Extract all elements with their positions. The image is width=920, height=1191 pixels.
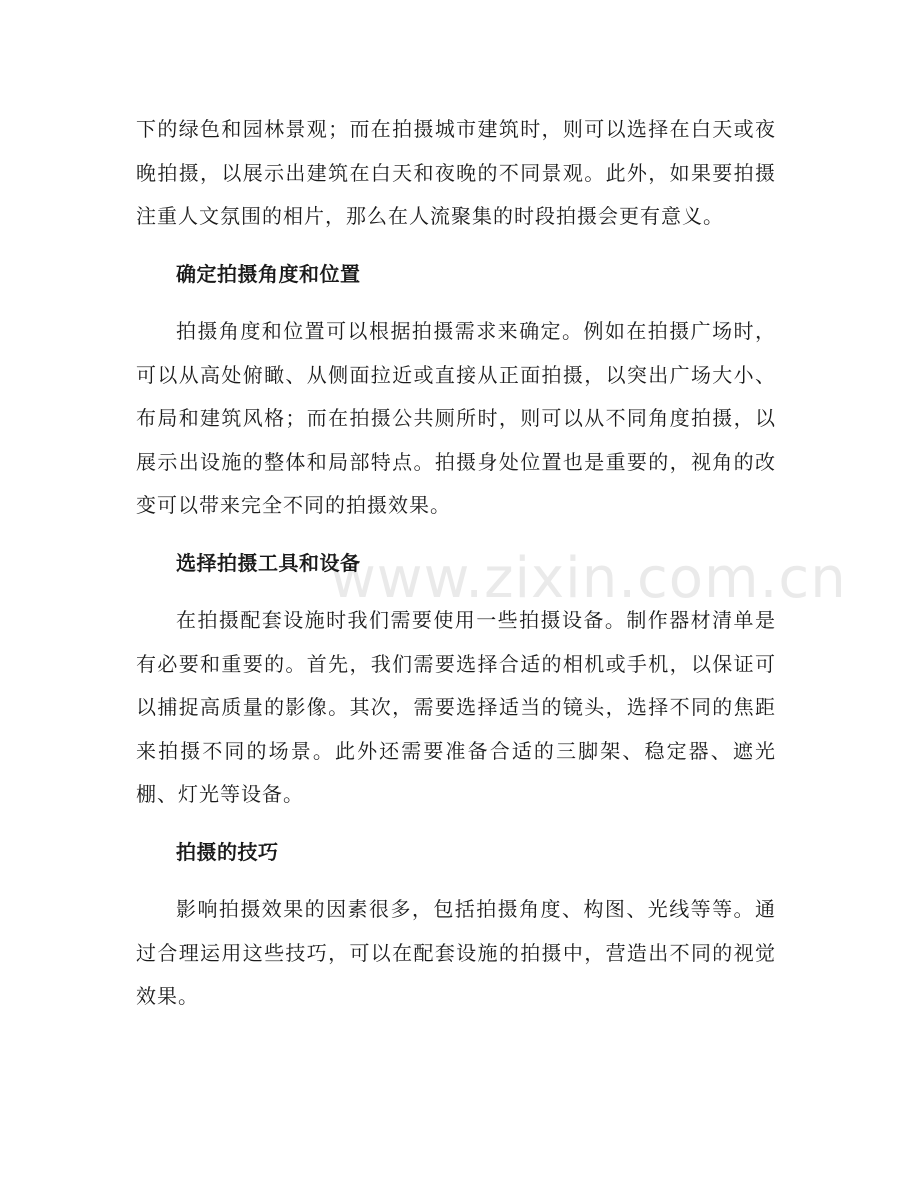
section-gap [136, 296, 776, 310]
section-gap [136, 239, 776, 253]
section-heading-techniques: 拍摄的技巧 [176, 839, 279, 864]
document-body [136, 108, 776, 1019]
watermark-text: www.zixin.com.cn [330, 546, 847, 611]
section-gap [136, 528, 776, 542]
section-gap [136, 874, 776, 888]
section-gap [136, 817, 776, 831]
section-heading-equipment: 选择拍摄工具和设备 [176, 550, 361, 575]
section-body-angle: 拍摄角度和位置可以根据拍摄需求来确定。例如在拍摄广场时，可以从高处俯瞰、从侧面拉近或直接从正面拍摄，以突出广场大小、布局和建筑风格；而在拍摄公共厕所时，则可以从不同角度拍摄，以展示出设施的整体和局部特点。拍摄身处位置也是重要的，视角的改变可以带来完全不同的拍摄效果。 [136, 319, 776, 517]
section-body-equipment: 在拍摄配套设施时我们需要使用一些拍摄设备。制作器材清单是有必要和重要的。首先，我们需要选择合适的相机或手机，以保证可以捕捉高质量的影像。其次，需要选择适当的镜头，选择不同的焦距来拍摄不同的场景。此外还需要准备合适的三脚架、稳定器、遮光棚、灯光等设备。 [136, 608, 776, 806]
intro-paragraph: 下的绿色和园林景观；而在拍摄城市建筑时，则可以选择在白天或夜晚拍摄，以展示出建筑在白天和夜晚的不同景观。此外，如果要拍摄注重人文氛围的相片，那么在人流聚集的时段拍摄会更有意义。 [136, 117, 776, 228]
section-gap [136, 585, 776, 599]
section-heading-angle: 确定拍摄角度和位置 [176, 261, 361, 286]
section-body-techniques: 影响拍摄效果的因素很多，包括拍摄角度、构图、光线等等。通过合理运用这些技巧，可以在配套设施的拍摄中，营造出不同的视觉效果。 [136, 897, 776, 1008]
